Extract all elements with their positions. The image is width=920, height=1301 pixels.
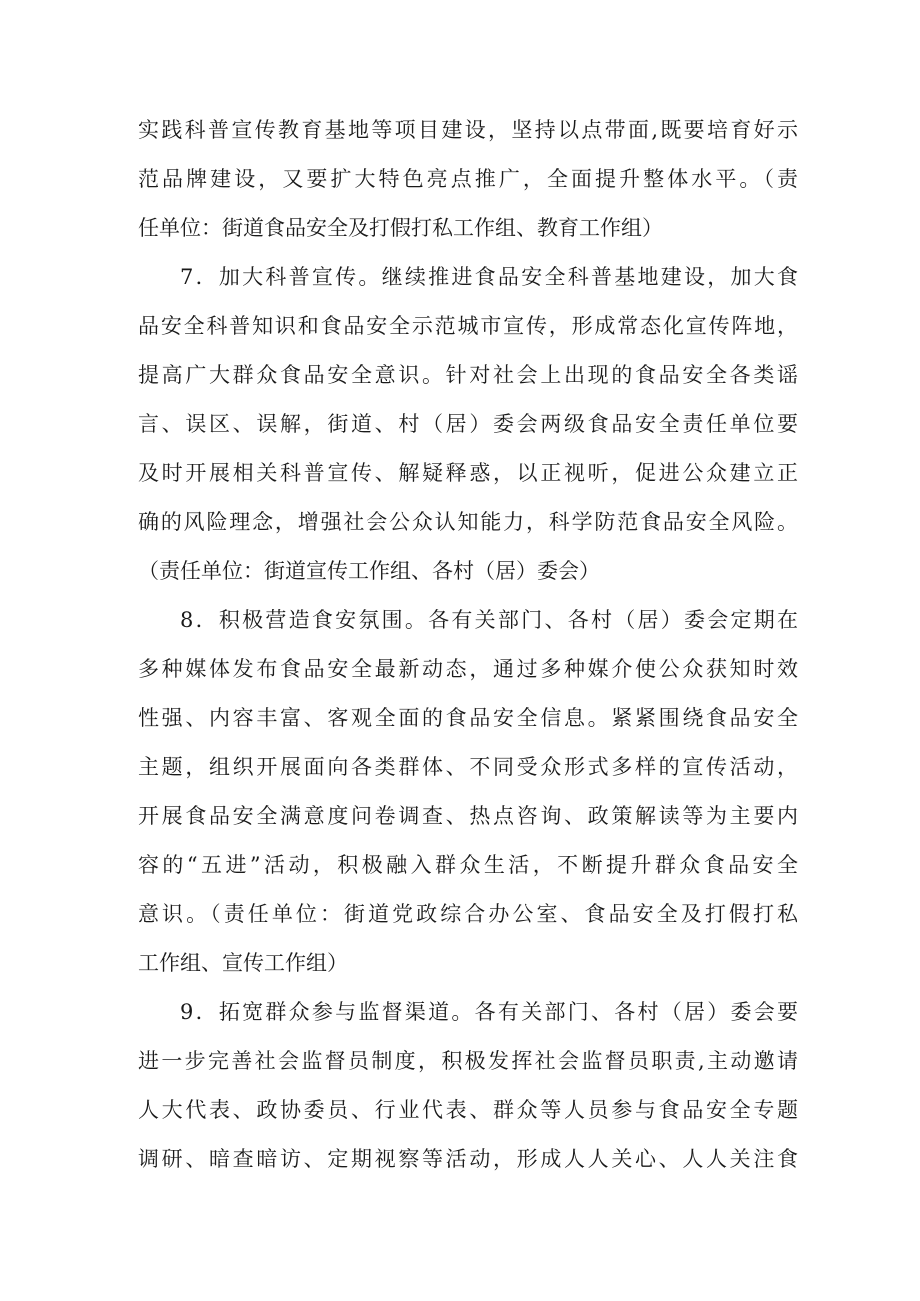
text-line: 范品牌建设，又要扩大特色亮点推广，全面提升整体水平。（责 xyxy=(138,167,798,191)
text-line: 确的风险理念，增强社会公众认知能力，科学防范食品安全风险。 xyxy=(138,510,798,534)
text-line: 工作组、宣传工作组） xyxy=(138,951,348,975)
text-line: 人大代表、政协委员、行业代表、群众等人员参与食品安全专题 xyxy=(138,1098,798,1122)
text-line: 意识。（责任单位：街道党政综合办公室、食品安全及打假打私 xyxy=(138,902,798,926)
text-line: 言、误区、误解，街道、村（居）委会两级食品安全责任单位要 xyxy=(138,412,798,436)
paragraph-8-heading-line: 8．积极营造食安氛围。各有关部门、各村（居）委会定期在 xyxy=(180,608,798,632)
text-line: 容的“五进”活动，积极融入群众生活，不断提升群众食品安全 xyxy=(138,853,798,877)
text-line: 主题，组织开展面向各类群体、不同受众形式多样的宣传活动， xyxy=(138,755,798,779)
paragraph-7-heading-line: 7．加大科普宣传。继续推进食品安全科普基地建设，加大食 xyxy=(180,265,798,289)
text-line: 多种媒体发布食品安全最新动态，通过多种媒介使公众获知时效 xyxy=(138,657,798,681)
text-line: 任单位：街道食品安全及打假打私工作组、教育工作组） xyxy=(138,216,663,240)
text-line: 进一步完善社会监督员制度，积极发挥社会监督员职责,主动邀请 xyxy=(138,1049,798,1073)
text-line: 调研、暗查暗访、定期视察等活动，形成人人关心、人人关注食 xyxy=(138,1147,798,1171)
text-line: （责任单位：街道宣传工作组、各村（居）委会） xyxy=(138,559,600,583)
text-line: 品安全科普知识和食品安全示范城市宣传，形成常态化宣传阵地， xyxy=(138,314,798,338)
text-line: 实践科普宣传教育基地等项目建设，坚持以点带面,既要培育好示 xyxy=(138,118,798,142)
paragraph-9-heading-line: 9．拓宽群众参与监督渠道。各有关部门、各村（居）委会要 xyxy=(180,1000,798,1024)
text-line: 性强、内容丰富、客观全面的食品安全信息。紧紧围绕食品安全 xyxy=(138,706,798,730)
text-line: 开展食品安全满意度问卷调查、热点咨询、政策解读等为主要内 xyxy=(138,804,798,828)
text-line: 提高广大群众食品安全意识。针对社会上出现的食品安全各类谣 xyxy=(138,363,798,387)
text-line: 及时开展相关科普宣传、解疑释惑，以正视听，促进公众建立正 xyxy=(138,461,798,485)
